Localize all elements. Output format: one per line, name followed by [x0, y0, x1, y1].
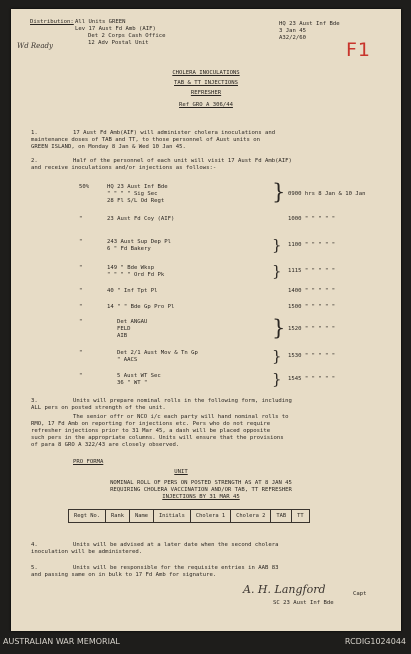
paragraph-line: and receive inoculations and/or injections as follows:-: [31, 165, 217, 171]
column-header: Name: [129, 510, 153, 523]
pro-forma-unit: UNIT: [174, 469, 188, 475]
paragraph-line: The senior offr or NCO i/c each party will hand nominal rolls to: [73, 414, 289, 420]
column-header: Rank: [105, 510, 129, 523]
title-line: CHOLERA INOCULATIONS: [172, 70, 240, 76]
paragraph-line: ALL pers on posted strength of the unit.: [31, 405, 166, 411]
paragraph-number: 2.: [31, 158, 38, 164]
signature-appointment: SC 23 Aust Inf Bde: [273, 600, 334, 606]
schedule-percent: ": [79, 373, 83, 379]
hq-line: HQ 23 Aust Inf Bde: [279, 21, 340, 27]
distribution-line: Det 2 Corps Cash Office: [88, 33, 166, 39]
schedule-unit: 23 Aust Fd Coy (AIF): [107, 216, 175, 222]
schedule-percent: ": [79, 350, 83, 356]
paragraph-line: Half of the personnel of each unit will visit 17 Aust Fd Amb(AIF): [73, 158, 292, 164]
paragraph-line: RMO, 17 Fd Amb on reporting for injections etc. Pers who do not require: [31, 421, 271, 427]
brace-mark: }: [272, 347, 282, 365]
hq-date: 3 Jan 45: [279, 28, 306, 34]
distribution-line: Lev 17 Aust Fd Amb (AIF): [75, 26, 156, 32]
schedule-unit: HQ 23 Aust Inf Bde: [107, 184, 168, 190]
schedule-time: 1500 " " " " ": [288, 304, 336, 310]
schedule-percent: ": [79, 265, 83, 271]
schedule-unit: Det 2/1 Aust Mov & Tn Gp: [117, 350, 198, 356]
schedule-time: 1100 " " " " ": [288, 242, 336, 248]
schedule-time: 1400 " " " " ": [288, 288, 336, 294]
paragraph-line: of para 8 GRO A 322/43 are closely observed.: [31, 442, 180, 448]
column-header: Regt No.: [69, 510, 106, 523]
brace-mark: }: [272, 370, 282, 388]
column-header: Cholera 2: [231, 510, 271, 523]
paragraph-line: refresher injections prior to 31 Mar 45, a dash will be placed opposite: [31, 428, 271, 434]
brace-mark: }: [272, 262, 282, 280]
nominal-roll-line: REQUIRING CHOLERA VACCINATION AND/OR TAB, TT REFRESHER: [110, 487, 292, 493]
signature: A. H. Langford: [243, 583, 326, 596]
paragraph-line: 17 Aust Fd Amb(AIF) will administer cholera inoculations and: [73, 130, 276, 136]
paragraph-line: Units will be responsible for the requisite entries in AAB 83: [73, 565, 279, 571]
paragraph-line: Units will be advised at a later date when the second cholera: [73, 542, 279, 548]
schedule-time: 1000 " " " " ": [288, 216, 336, 222]
distribution-label: Distribution:: [30, 19, 74, 25]
schedule-time: 0900 hrs 8 Jan & 10 Jan: [288, 191, 366, 197]
paragraph-line: such pers in the appropriate columns. Units will ensure that the provisions: [31, 435, 284, 441]
schedule-percent: ": [79, 239, 83, 245]
document-page: [11, 9, 401, 631]
pro-forma-table: [68, 509, 310, 523]
paragraph-number: 4.: [31, 542, 38, 548]
pro-forma-label: PRO FORMA: [73, 459, 104, 465]
schedule-percent: 50%: [79, 184, 90, 190]
title-reference: Ref GRO A 306/44: [179, 102, 233, 108]
schedule-percent: ": [79, 216, 83, 222]
schedule-unit: 36 " WT ": [117, 380, 148, 386]
schedule-unit: FELD: [117, 326, 131, 332]
title-line: TAB & TT INJECTIONS: [174, 80, 238, 86]
signature-rank: Capt: [353, 591, 367, 597]
paragraph-line: maintenance doses of TAB and TT, to those personnel of Aust units on: [31, 137, 261, 143]
column-header: TAB: [271, 510, 292, 523]
schedule-unit: 6 " Fd Bakery: [107, 246, 151, 252]
paragraph-number: 5.: [31, 565, 38, 571]
nominal-roll-line: INJECTIONS BY 31 MAR 45: [162, 494, 240, 500]
column-header: TT: [292, 510, 310, 523]
paragraph-line: inoculation will be administered.: [31, 549, 143, 555]
nominal-roll-line: NOMINAL ROLL OF PERS ON POSTED STRENGTH AS AT 8 JAN 45: [110, 480, 292, 486]
schedule-unit: 149 " Bde Wksp: [107, 265, 155, 271]
distribution-line: All Units GREEN: [75, 19, 126, 25]
brace-mark: }: [272, 180, 286, 204]
schedule-percent: ": [79, 304, 83, 310]
column-header: Cholera 1: [190, 510, 230, 523]
distribution-line: 12 Adv Postal Unit: [88, 40, 149, 46]
hq-reference: A32/2/60: [279, 35, 306, 41]
archive-credit: AUSTRALIAN WAR MEMORIAL: [3, 637, 120, 646]
schedule-unit: 5 Aust WT Sec: [117, 373, 161, 379]
schedule-percent: ": [79, 319, 83, 325]
schedule-unit: 28 Fl S/L Od Regt: [107, 198, 165, 204]
schedule-unit: 40 " Inf Tpt Pl: [107, 288, 158, 294]
schedule-unit: 243 Aust Sup Dep Pl: [107, 239, 171, 245]
brace-mark: }: [272, 316, 286, 340]
paragraph-line: Units will prepare nominal rolls in the following form, including: [73, 398, 292, 404]
schedule-time: 1530 " " " " ": [288, 353, 336, 359]
schedule-unit: AIB: [117, 333, 128, 339]
pro-forma-header-row: [69, 510, 310, 523]
archive-reference: RCDIG1024044: [344, 637, 406, 646]
paragraph-line: and passing same on in bulk to 17 Fd Amb for signature.: [31, 572, 217, 578]
schedule-unit: Det ANGAU: [117, 319, 148, 325]
paragraph-line: GREEN ISLAND, on Monday 8 Jan & Wed 10 Jan 45.: [31, 144, 186, 150]
paragraph-number: 3.: [31, 398, 38, 404]
schedule-percent: ": [79, 288, 83, 294]
schedule-time: 1545 " " " " ": [288, 376, 336, 382]
schedule-unit: " AACS: [117, 357, 138, 363]
schedule-unit: 14 " " Bde Gp Pro Pl: [107, 304, 175, 310]
schedule-time: 1115 " " " " ": [288, 268, 336, 274]
column-header: Initials: [153, 510, 190, 523]
title-line: REFRESHER: [190, 90, 222, 96]
schedule-unit: " " " " Ord Fd Pk: [107, 272, 165, 278]
brace-mark: }: [272, 236, 282, 254]
handwritten-note: Wd Ready: [17, 42, 53, 50]
paragraph-number: 1.: [31, 130, 38, 136]
schedule-unit: " " " " Sig Sec: [107, 191, 158, 197]
schedule-time: 1520 " " " " ": [288, 326, 336, 332]
red-folio-mark: F1: [346, 39, 372, 61]
